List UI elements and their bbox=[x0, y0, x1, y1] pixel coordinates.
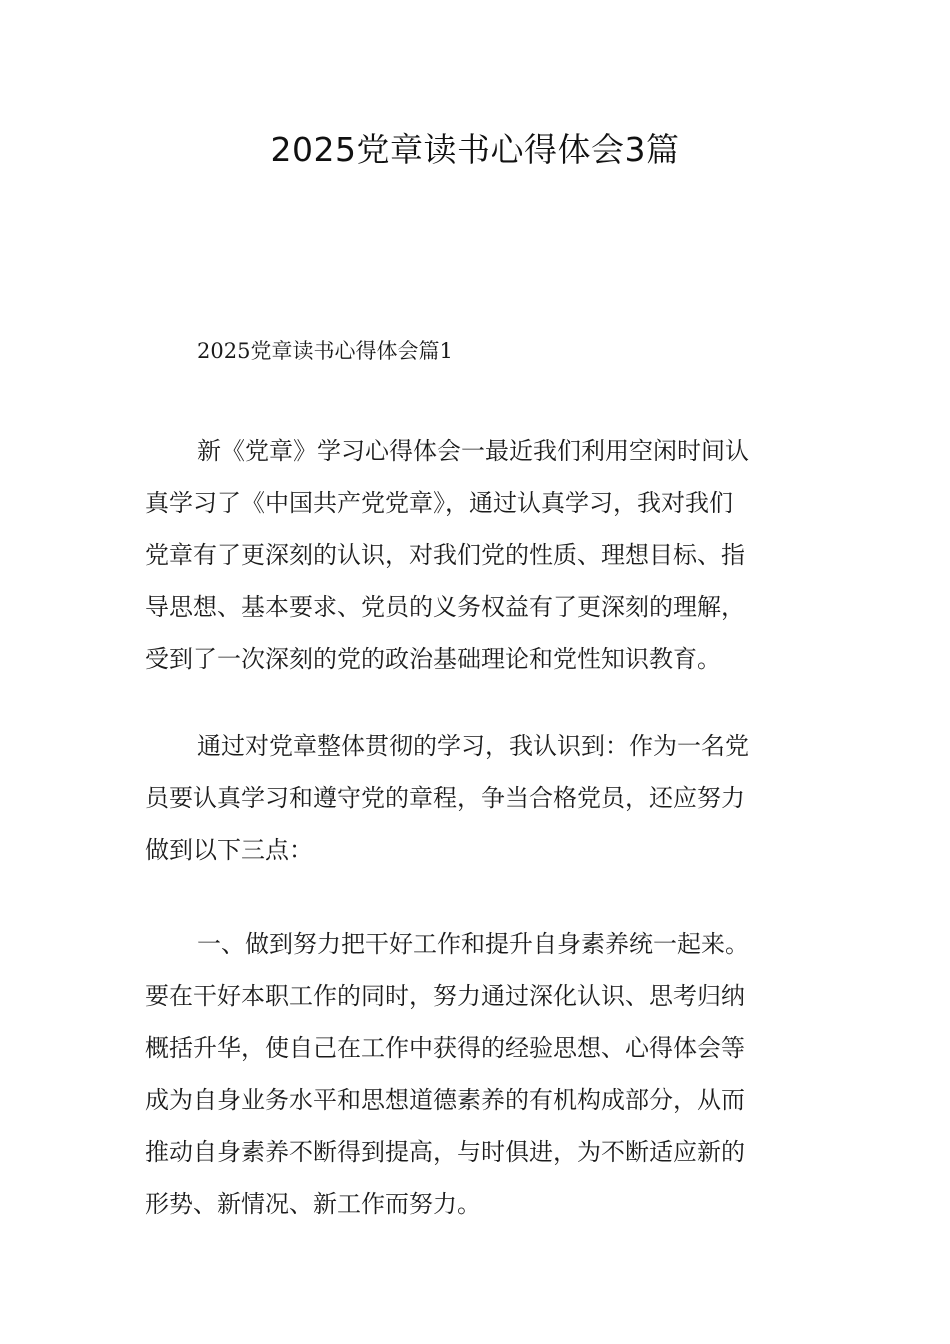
paragraph-line: 通过对党章整体贯彻的学习，我认识到：作为一名党 bbox=[197, 732, 749, 760]
paragraph-line: 党章有了更深刻的认识，对我们党的性质、理想目标、指 bbox=[145, 541, 745, 569]
paragraph-2 bbox=[145, 720, 810, 876]
paragraph-line: 导思想、基本要求、党员的义务权益有了更深刻的理解， bbox=[145, 593, 745, 621]
paragraph-line: 受到了一次深刻的党的政治基础理论和党性知识教育。 bbox=[145, 645, 721, 673]
paragraph-line: 做到以下三点： bbox=[145, 836, 313, 864]
paragraph-line: 成为自身业务水平和思想道德素养的有机构成部分，从而 bbox=[145, 1086, 745, 1114]
paragraph-3 bbox=[145, 918, 810, 1230]
paragraph-line: 推动自身素养不断得到提高，与时俱进，为不断适应新的 bbox=[145, 1138, 745, 1166]
document-title: 2025党章读书心得体会3篇 bbox=[270, 130, 680, 169]
paragraph-1 bbox=[145, 425, 810, 685]
paragraph-line: 形势、新情况、新工作而努力。 bbox=[145, 1190, 481, 1218]
paragraph-line: 员要认真学习和遵守党的章程，争当合格党员，还应努力 bbox=[145, 784, 745, 812]
paragraph-line: 新《党章》学习心得体会一最近我们利用空闲时间认 bbox=[197, 437, 749, 465]
paragraph-line: 概括升华，使自己在工作中获得的经验思想、心得体会等 bbox=[145, 1034, 745, 1062]
section-heading: 2025党章读书心得体会篇1 bbox=[197, 339, 453, 363]
paragraph-line: 一、做到努力把干好工作和提升自身素养统一起来。 bbox=[197, 930, 749, 958]
paragraph-line: 真学习了《中国共产党党章》，通过认真学习，我对我们 bbox=[145, 489, 733, 517]
paragraph-line: 要在干好本职工作的同时，努力通过深化认识、思考归纳 bbox=[145, 982, 745, 1010]
